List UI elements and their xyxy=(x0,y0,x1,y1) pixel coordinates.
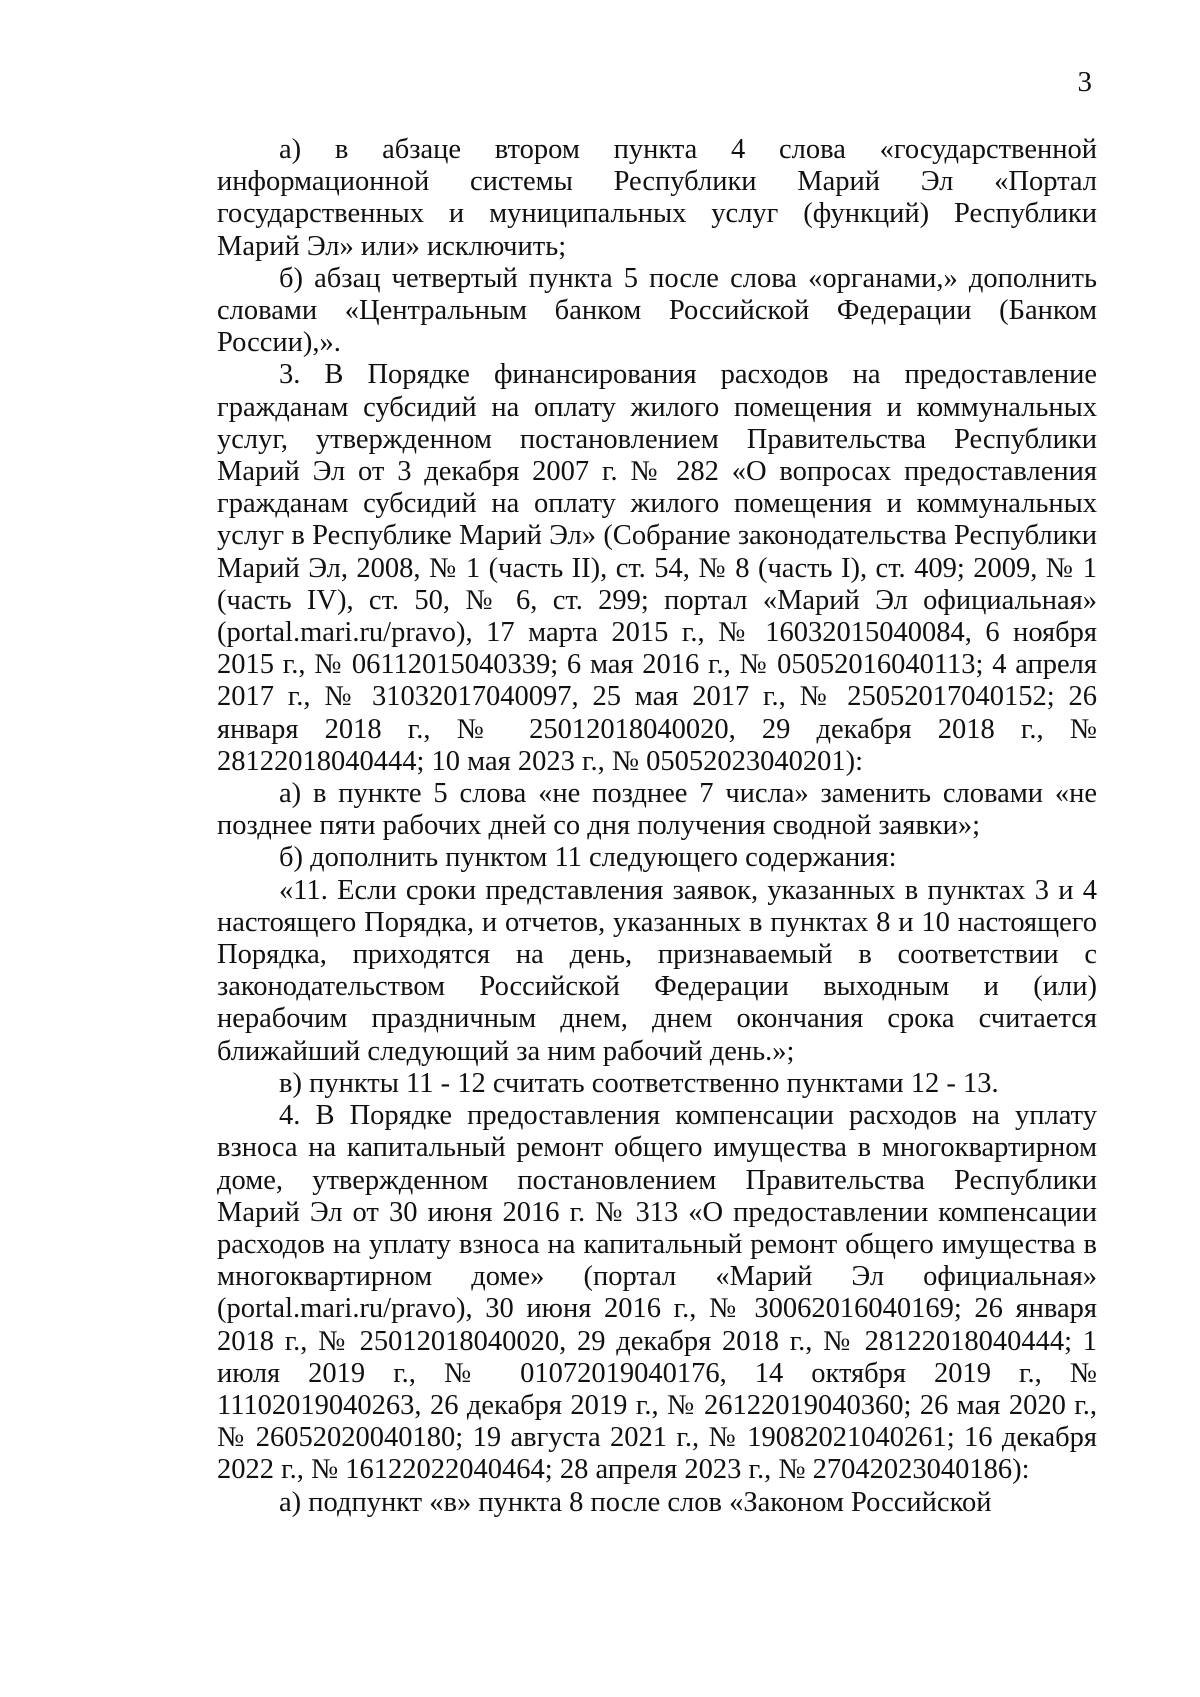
paragraph-3b-quote: «11. Если сроки представления заявок, указанных в пунктах 3 и 4 настоящего Порядка, и отчетов, указанных в пунктах 8 и 10 настоящего Порядка, приходятся на день, признаваемый в соответствии с законодательством Российской Федерации выходным и (или) нерабочим праздничным днем, днем окончания срока считается ближайший следующий за ним рабочий день.»; xyxy=(217,874,1097,1067)
paragraph-3: 3. В Порядке финансирования расходов на предоставление гражданам субсидий на оплату жилого помещения и коммунальных услуг, утвержденном постановлением Правительства Республики Марий Эл от 3 декабря 2007 г. № 282 «О вопросах предоставления гражданам субсидий на оплату жилого помещения и коммунальных услуг в Республике Марий Эл» (Собрание законодательства Республики Марий Эл, 2008, № 1 (часть II), ст. 54, № 8 (часть I), ст. 409; 2009, № 1 (часть IV), ст. 50, № 6, ст. 299; портал «Марий Эл официальная» (portal.mari.ru/pravo), 17 марта 2015 г., № 16032015040084, 6 ноября 2015 г., № 06112015040339; 6 мая 2016 г., № 05052016040113; 4 апреля 2017 г., № 31032017040097, 25 мая 2017 г., № 25052017040152; 26 января 2018 г., № 25012018040020, 29 декабря 2018 г., № 28122018040444; 10 мая 2023 г., № 05052023040201): xyxy=(217,359,1097,777)
document-body xyxy=(217,134,1097,1519)
paragraph-2b: б) абзац четвертый пункта 5 после слова «органами,» дополнить словами «Центральным банком Российской Федерации (Банком России),». xyxy=(217,262,1097,359)
paragraph-4a: а) подпункт «в» пункта 8 после слов «Законом Российской xyxy=(279,1486,992,1518)
paragraph-4: 4. В Порядке предоставления компенсации расходов на уплату взноса на капитальный ремонт общего имущества в многоквартирном доме, утвержденном постановлением Правительства Республики Марий Эл от 30 июня 2016 г. № 313 «О предоставлении компенсации расходов на уплату взноса на капитальный ремонт общего имущества в многоквартирном доме» (портал «Марий Эл официальная» (portal.mari.ru/pravo), 30 июня 2016 г., № 30062016040169; 26 января 2018 г., № 25012018040020, 29 декабря 2018 г., № 28122018040444; 1 июля 2019 г., № 01072019040176, 14 октября 2019 г., № 11102019040263, 26 декабря 2019 г., № 26122019040360; 26 мая 2020 г., № 26052020040180; 19 августа 2021 г., № 19082021040261; 16 декабря 2022 г., № 16122022040464; 28 апреля 2023 г., № 27042023040186): xyxy=(217,1100,1097,1486)
paragraph-3a: а) в пункте 5 слова «не позднее 7 числа» заменить словами «не позднее пяти рабочих дней со дня получения сводной заявки»; xyxy=(217,778,1097,842)
paragraph-3v: в) пункты 11 - 12 считать соответственно пунктами 12 - 13. xyxy=(279,1067,999,1099)
paragraph-3b: б) дополнить пунктом 11 следующего содержания: xyxy=(279,842,897,874)
page-number: 3 xyxy=(1077,66,1092,98)
paragraph-2a: а) в абзаце втором пункта 4 слова «государственной информационной системы Республики Марий Эл «Портал государственных и муниципальных услуг (функций) Республики Марий Эл» или» исключить; xyxy=(217,134,1097,262)
